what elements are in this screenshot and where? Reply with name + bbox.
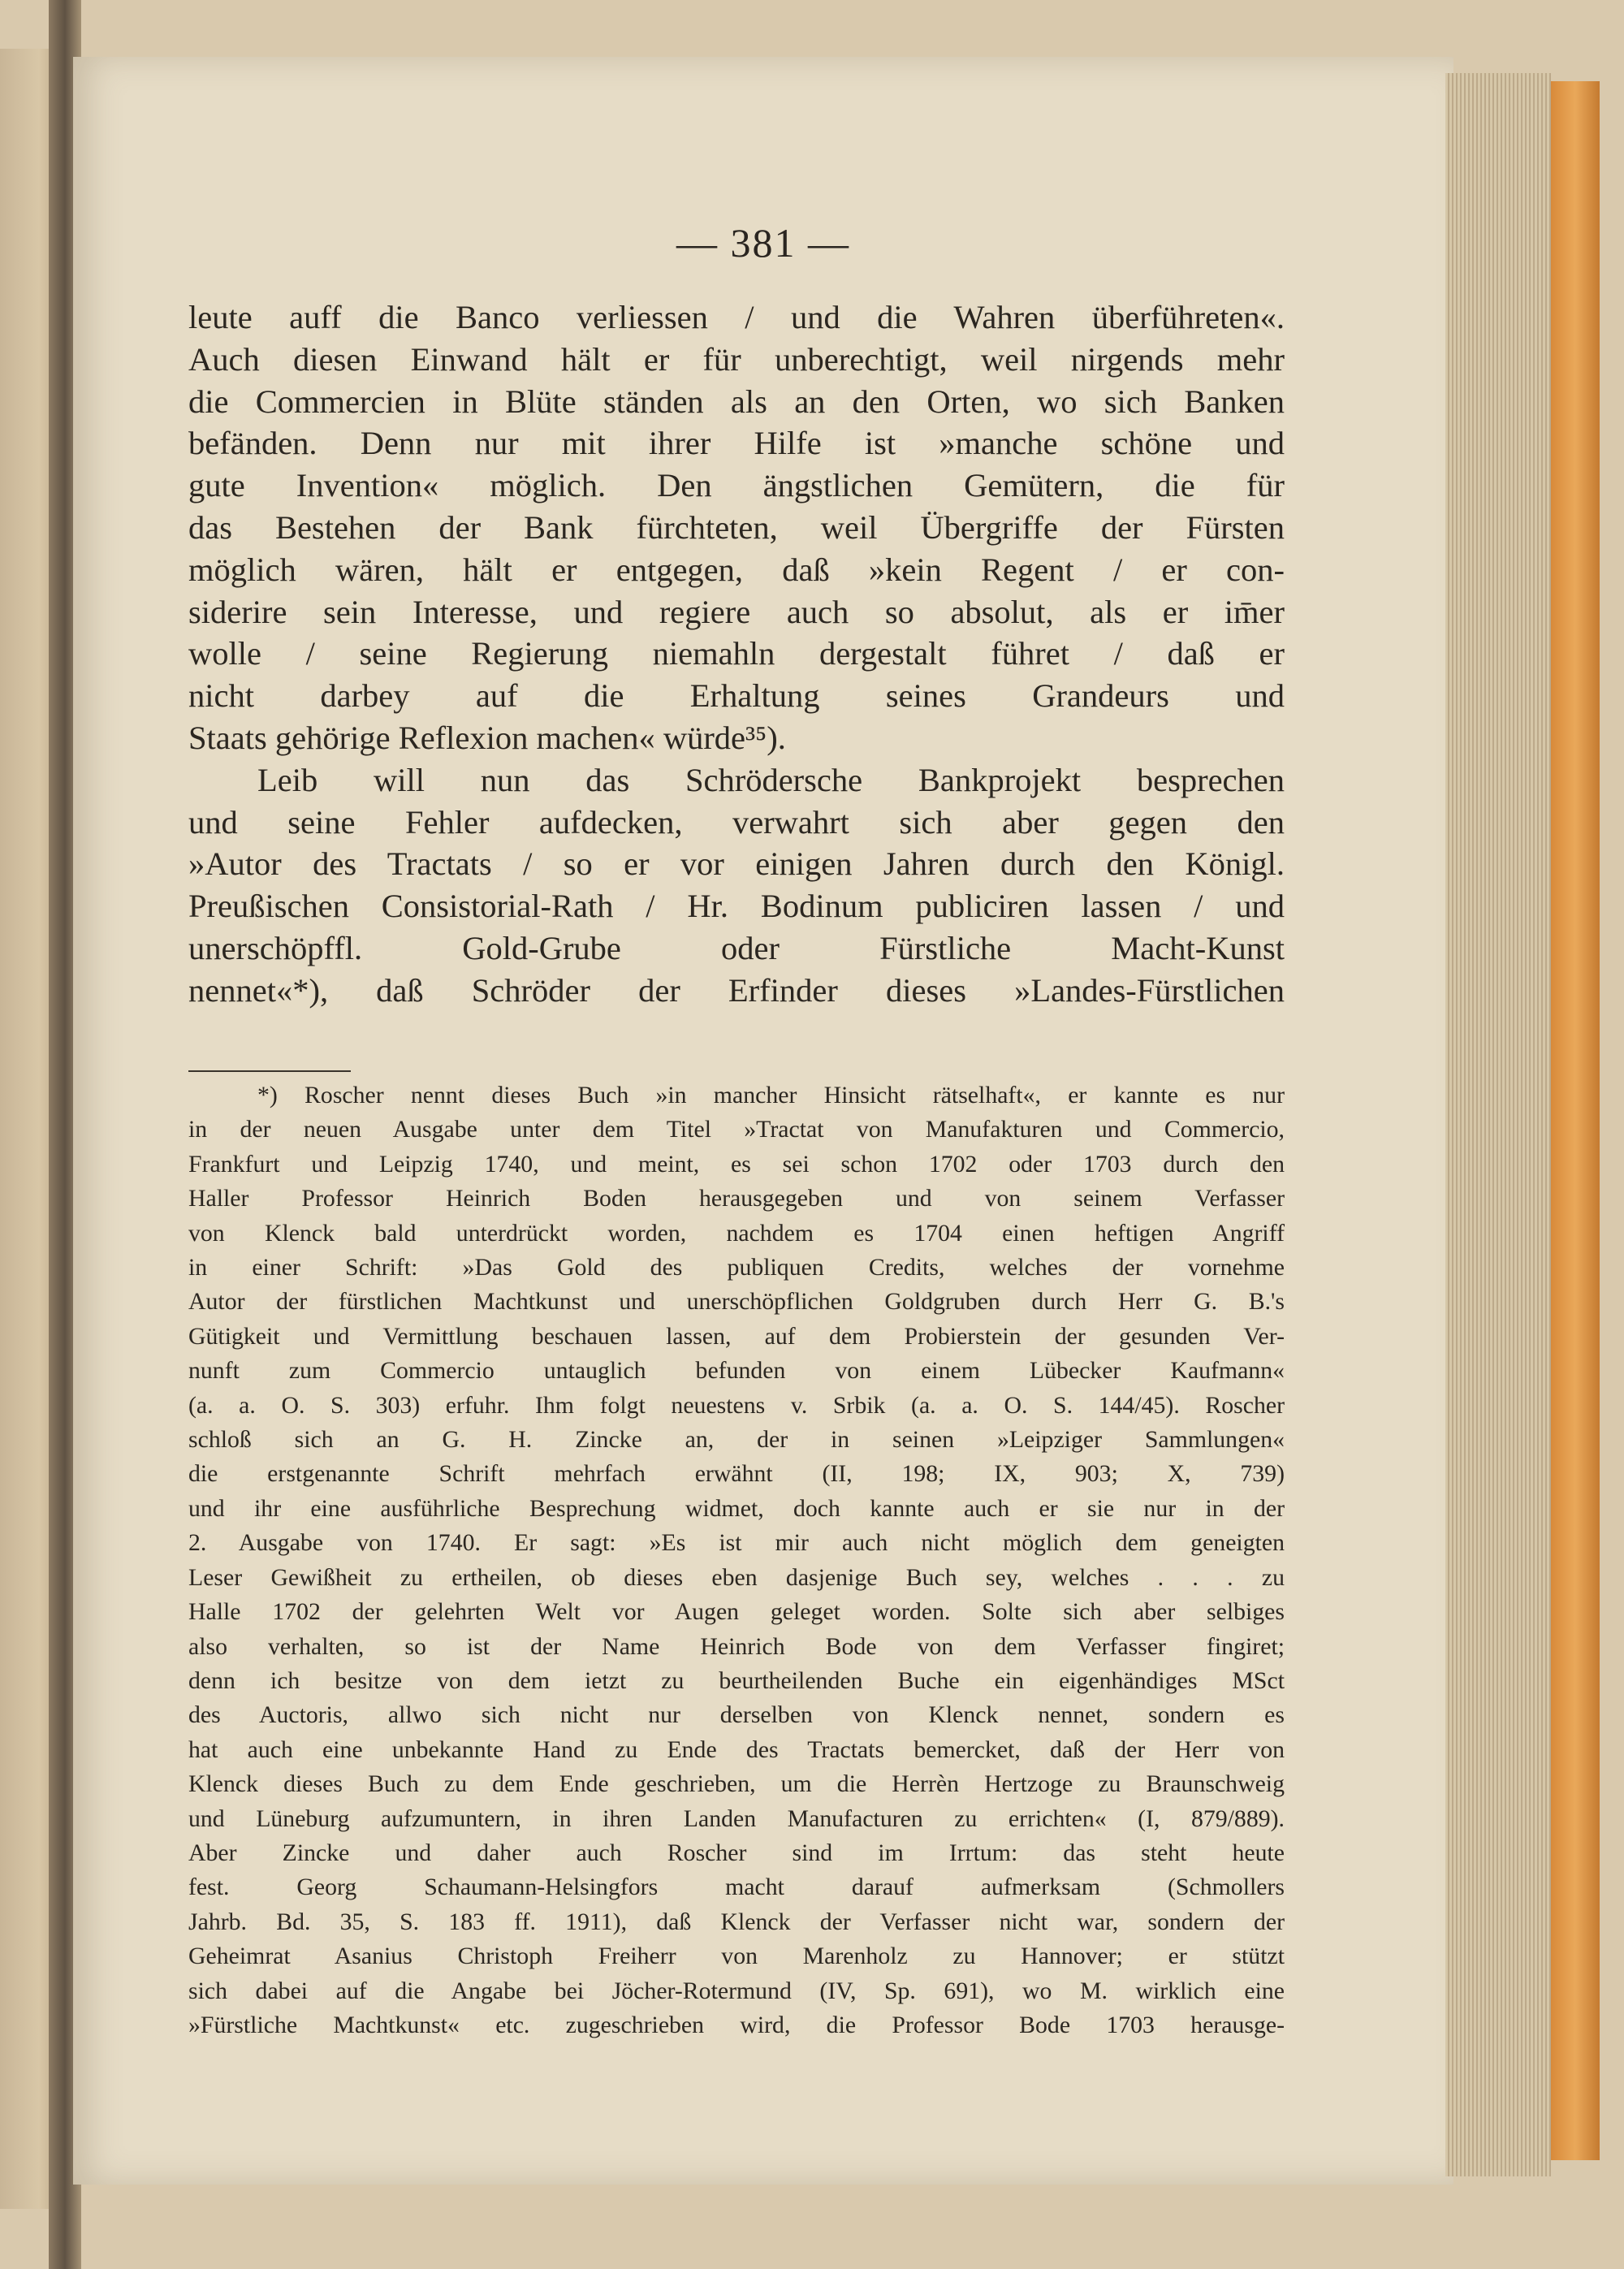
text-line: »Autor des Tractats / so er vor einigen Jahren durch den Königl. <box>188 845 1285 883</box>
text-line: nicht darbey auf die Erhaltung seines Grandeurs und <box>188 677 1285 715</box>
footnote-line: Geheimrat Asanius Christoph Freiherr von Marenholz zu Hannover; er stützt <box>188 1943 1285 1970</box>
text-line: das Bestehen der Bank fürchteten, weil Übergriffe der Fürsten <box>188 508 1285 546</box>
footnote-line: Leser Gewißheit zu ertheilen, ob dieses eben dasjenige Buch sey, welches . . . zu <box>188 1563 1285 1591</box>
text-line: leute auff die Banco verliessen / und die Wahren überführeten«. <box>188 299 1285 335</box>
page-number: — 381 — <box>676 220 850 266</box>
text-line: und seine Fehler aufdecken, verwahrt sich aber gegen den <box>188 803 1285 841</box>
book-page <box>73 57 1453 2185</box>
footnote-block <box>188 1078 1285 2042</box>
footnote-line: Autor der fürstlichen Machtkunst und unerschöpflichen Goldgruben durch Herr G. B.'s <box>188 1288 1285 1316</box>
page-stack-edges <box>1445 73 1551 2176</box>
footnote-line: von Klenck bald unterdrückt worden, nachdem es 1704 einen heftigen Angriff <box>188 1219 1285 1247</box>
text-line: befänden. Denn nur mit ihrer Hilfe ist »manche schöne und <box>188 425 1285 462</box>
text-line: Leib will nun das Schrödersche Bankprojekt besprechen <box>257 761 1285 798</box>
text-line: unerschöpffl. Gold-Grube oder Fürstliche Macht-Kunst <box>188 929 1285 966</box>
footnote-line: 2. Ausgabe von 1740. Er sagt: »Es ist mir auch nicht möglich dem geneigten <box>188 1529 1285 1557</box>
text-line: die Commercien in Blüte ständen als an den Orten, wo sich Banken <box>188 382 1285 420</box>
text-line: wolle / seine Regierung niemahln dergestalt führet / daß er <box>188 635 1285 672</box>
text-line: Staats gehörige Reflexion machen« würde³⁵). <box>188 719 786 756</box>
footnote-line: sich dabei auf die Angabe bei Jöcher-Rotermund (IV, Sp. 691), wo M. wirklich eine <box>188 1977 1285 2004</box>
text-line: nennet«*), daß Schröder der Erfinder dieses »Landes-Fürstlichen <box>188 971 1285 1009</box>
footnote-line: in der neuen Ausgabe unter dem Titel »Tractat von Manufakturen und Commercio, <box>188 1116 1285 1143</box>
footnote-line: denn ich besitze von dem ietzt zu beurtheilenden Buche ein eigenhändiges MSct <box>188 1666 1285 1694</box>
footnote-line: *) Roscher nennt dieses Buch »in mancher Hinsicht rätselhaft«, er kannte es nur <box>257 1082 1285 1109</box>
footnote-line: des Auctoris, allwo sich nicht nur derselben von Klenck nennet, sondern es <box>188 1701 1285 1729</box>
footnote-line: Frankfurt und Leipzig 1740, und meint, es sei schon 1702 oder 1703 durch den <box>188 1150 1285 1178</box>
footnote-line: und Lüneburg aufzumuntern, in ihren Landen Manufacturen zu errichten« (I, 879/889). <box>188 1804 1285 1832</box>
footnote-line: Gütigkeit und Vermittlung beschauen lassen, auf dem Probierstein der gesunden Ver- <box>188 1322 1285 1350</box>
footnote-line: Halle 1702 der gelehrten Welt vor Augen geleget worden. Solte sich aber selbiges <box>188 1598 1285 1626</box>
text-line: Auch diesen Einwand hält er für unberechtigt, weil nirgends mehr <box>188 340 1285 378</box>
footnote-line: Haller Professor Heinrich Boden herausgegeben und von seinem Verfasser <box>188 1185 1285 1212</box>
text-line: siderire sein Interesse, und regiere auch so absolut, als er im̄er <box>188 593 1285 630</box>
footnote-line: schloß sich an G. H. Zincke an, der in seinen »Leipziger Sammlungen« <box>188 1426 1285 1454</box>
text-line: möglich wären, hält er entgegen, daß »kein Regent / er con- <box>188 551 1285 588</box>
footnote-line: also verhalten, so ist der Name Heinrich Bode von dem Verfasser fingiret; <box>188 1632 1285 1660</box>
footnote-line: und ihr eine ausführliche Besprechung widmet, doch kannte auch er sie nur in der <box>188 1494 1285 1522</box>
footnote-line: Klenck dieses Buch zu dem Ende geschrieben, um die Herrèn Hertzoge zu Braunschweig <box>188 1770 1285 1798</box>
footnote-line: »Fürstliche Machtkunst« etc. zugeschrieben wird, die Professor Bode 1703 herausge- <box>188 2011 1285 2038</box>
footnote-line: Jahrb. Bd. 35, S. 183 ff. 1911), daß Klenck der Verfasser nicht war, sondern der <box>188 1908 1285 1935</box>
footnote-separator <box>188 1070 351 1072</box>
main-text-block <box>188 296 1285 1012</box>
footnote-line: fest. Georg Schaumann-Helsingfors macht darauf aufmerksam (Schmollers <box>188 1874 1285 1901</box>
book-cover-edge <box>1551 81 1600 2160</box>
footnote-line: nunft zum Commercio untauglich befunden von einem Lübecker Kaufmann« <box>188 1357 1285 1385</box>
footnote-line: in einer Schrift: »Das Gold des publiquen Credits, welches der vornehme <box>188 1254 1285 1281</box>
text-line: gute Invention« möglich. Den ängstlichen Gemütern, die für <box>188 467 1285 504</box>
text-line: Preußischen Consistorial-Rath / Hr. Bodinum publiciren lassen / und <box>188 888 1285 925</box>
footnote-line: (a. a. O. S. 303) erfuhr. Ihm folgt neuestens v. Srbik (a. a. O. S. 144/45). Roscher <box>188 1391 1285 1419</box>
footnote-line: hat auch eine unbekannte Hand zu Ende des Tractats bemercket, daß der Herr von <box>188 1735 1285 1763</box>
footnote-line: die erstgenannte Schrift mehrfach erwähnt (II, 198; IX, 903; X, 739) <box>188 1460 1285 1488</box>
footnote-line: Aber Zincke und daher auch Roscher sind im Irrtum: das steht heute <box>188 1839 1285 1866</box>
